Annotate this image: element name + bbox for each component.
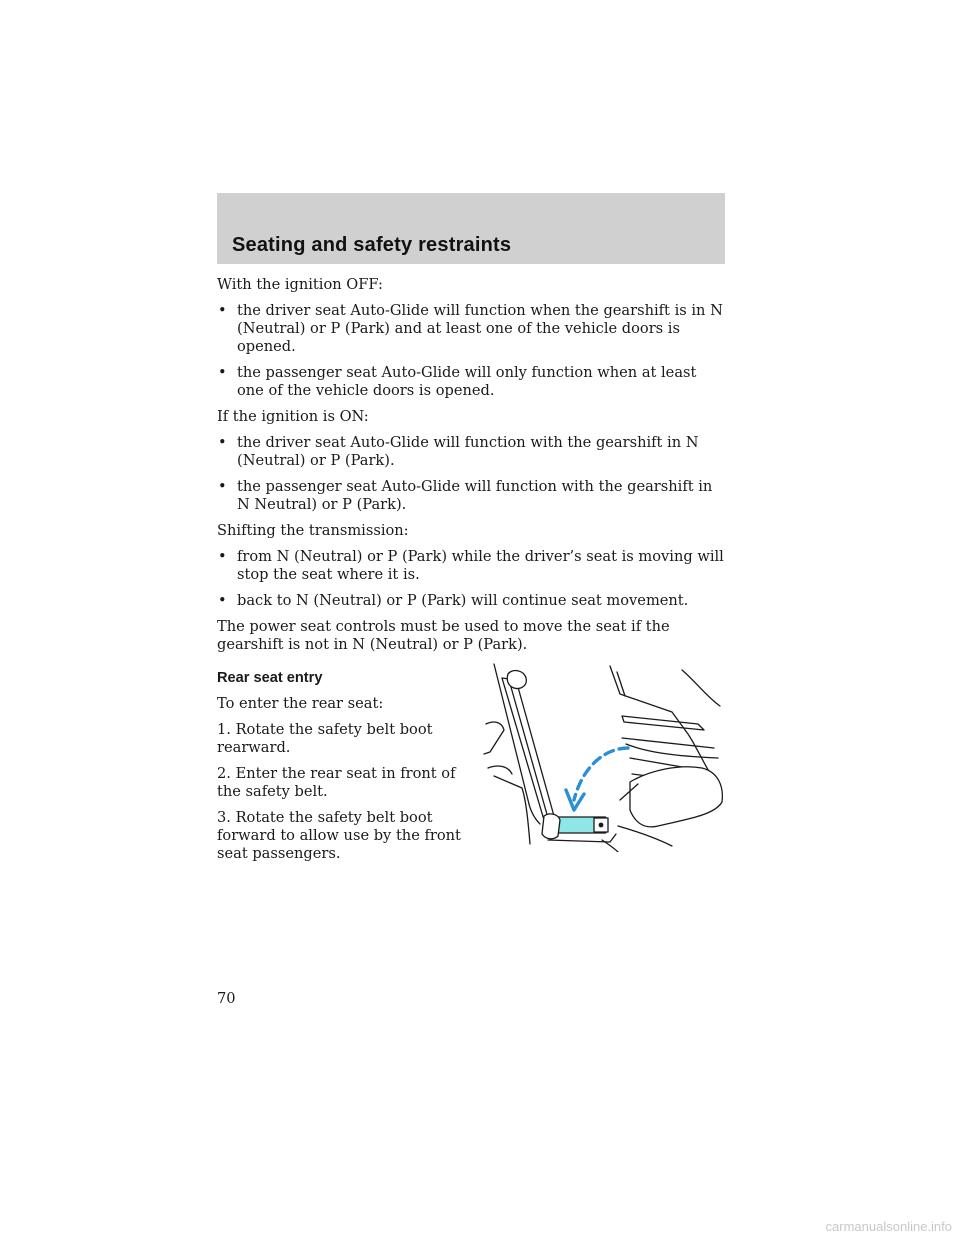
bullet-icon: • bbox=[218, 592, 227, 609]
list-item: • from N (Neutral) or P (Park) while the driver’s seat is moving will stop the seat where it is. bbox=[218, 548, 724, 583]
front-seat-cushion bbox=[630, 767, 722, 827]
window-frame bbox=[682, 670, 720, 706]
power-seat-paragraph: The power seat controls must be used to move the seat if the gearshift is not in N (Neutral) or P (Park). bbox=[217, 618, 670, 653]
armrest bbox=[626, 744, 718, 758]
rotation-arrow-icon bbox=[574, 748, 628, 800]
bullet-icon: • bbox=[218, 364, 227, 381]
bullet-icon: • bbox=[218, 548, 227, 565]
step-item: 2. Enter the rear seat in front of the safety belt. bbox=[217, 765, 456, 800]
bullet-icon: • bbox=[218, 302, 227, 319]
section-header-band bbox=[217, 193, 725, 264]
seat-belt-boot-illustration bbox=[482, 660, 727, 852]
rear-seat-steps bbox=[217, 721, 477, 863]
list-item: • the driver seat Auto-Glide will function with the gearshift in N (Neutral) or P (Park). bbox=[218, 434, 699, 469]
bullet-icon: • bbox=[218, 434, 227, 451]
shifting-intro: Shifting the transmission: bbox=[217, 522, 409, 539]
rear-seat-intro: To enter the rear seat: bbox=[217, 695, 384, 712]
step-item: 3. Rotate the safety belt boot forward to allow use by the front seat passengers. bbox=[217, 809, 461, 862]
list-item: • the driver seat Auto-Glide will function when the gearshift is in N (Neutral) or P (Park) and at least one of the vehicle doors is opened. bbox=[218, 302, 723, 355]
rear-seat-entry-heading: Rear seat entry bbox=[217, 670, 323, 686]
section-title: Seating and safety restraints bbox=[232, 234, 512, 256]
watermark: carmanualsonline.info bbox=[825, 1219, 952, 1234]
list-item: • back to N (Neutral) or P (Park) will continue seat movement. bbox=[218, 592, 689, 609]
window-edge bbox=[617, 672, 625, 696]
page-number: 70 bbox=[217, 990, 236, 1007]
floor-curve bbox=[618, 826, 672, 846]
bullet-icon: • bbox=[218, 478, 227, 495]
ignition-off-intro: With the ignition OFF: bbox=[217, 276, 383, 293]
belt-anchor bbox=[507, 671, 526, 689]
step-item: 1. Rotate the safety belt boot rearward. bbox=[217, 721, 433, 756]
list-item: • the passenger seat Auto-Glide will function with the gearshift in N Neutral) or P (Park). bbox=[218, 478, 713, 513]
side-panel-lower bbox=[488, 766, 512, 774]
boot-base bbox=[542, 814, 560, 839]
ignition-on-intro: If the ignition is ON: bbox=[217, 408, 369, 425]
door-trim-lower bbox=[622, 738, 714, 748]
buckle-button-icon bbox=[599, 823, 604, 828]
side-panel-upper bbox=[484, 722, 504, 754]
list-item: • the passenger seat Auto-Glide will only function when at least one of the vehicle doors is opened. bbox=[218, 364, 697, 399]
door-trim-upper bbox=[622, 716, 704, 730]
